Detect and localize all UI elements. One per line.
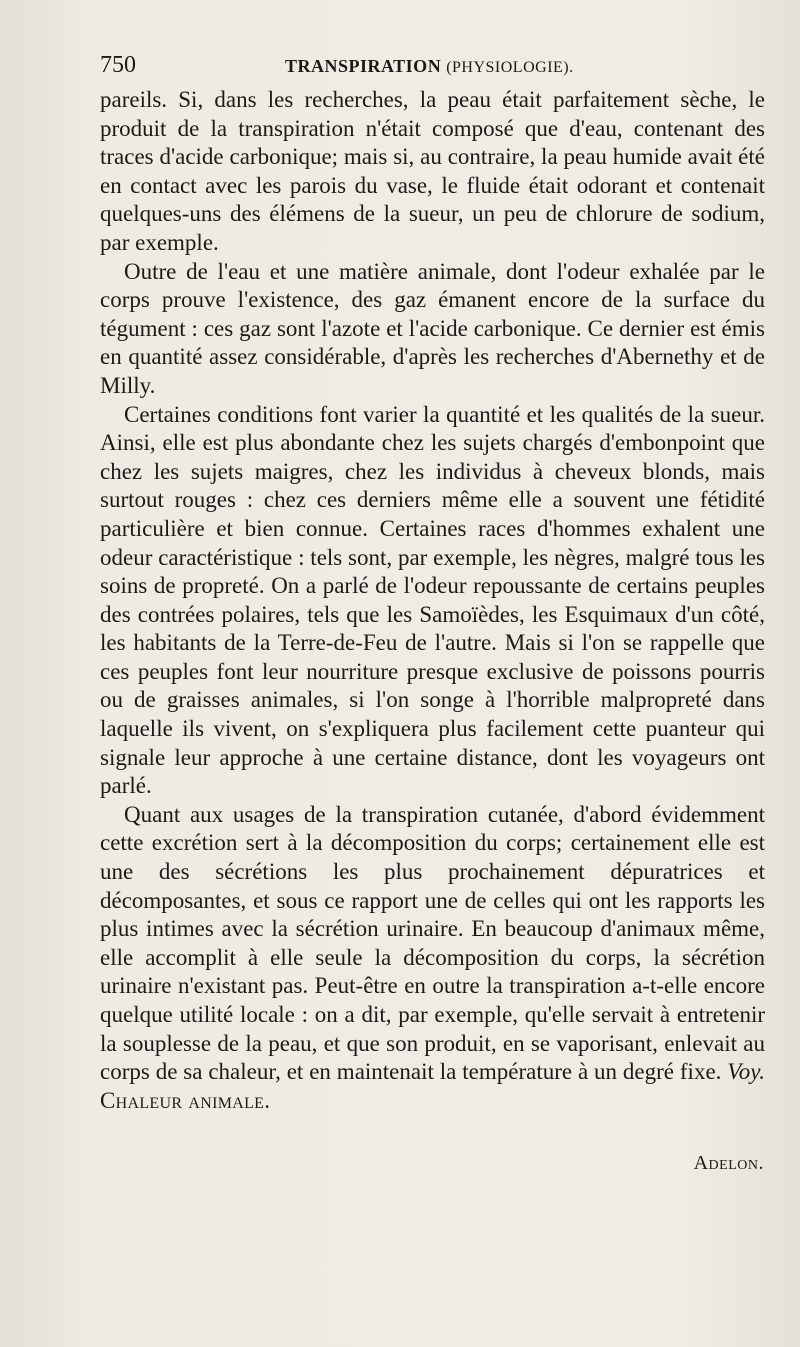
page-header <box>100 52 765 86</box>
paragraph-gases: Outre de l'eau et une matière animale, dont l'odeur exhalée par le corps prouve l'existence, des gaz émanent encore de la surface du tégument : ces gaz sont l'azote et l'acide carbonique. Ce dernier est émis en quantité assez considérable, d'après les recherches d'Abernethy et de Milly. <box>100 258 765 398</box>
paragraph-continued: pareils. Si, dans les recherches, la peau était parfaitement sèche, le produit de la transpiration n'était composé que d'eau, contenant des traces d'acide carbonique; mais si, au contraire, la peau humide avait été en contact avec les parois du vase, le fluide était odorant et contenait quelques-uns des élémens de la sueur, un peu de chlorure de sodium, par exemple. <box>100 87 765 255</box>
paragraph-usages-text: Quant aux usages de la transpiration cutanée, d'abord évidemment cette excrétion sert à la décomposition du corps; certainement elle est une des sécrétions les plus prochainement dépuratrices et décomposantes, et sous ce rapport une de celles qui ont les rapports les plus intimes avec la sécrétion urinaire. En beaucoup d'animaux même, elle accomplit à elle seule la décomposition du corps, la sécrétion urinaire n'existant pas. Peut-être en outre la transpiration a-t-elle encore quelque utilité locale : on a dit, par exemple, qu'elle servait à entretenir la souplesse de la peau, et que son produit, en se vaporisant, enlevait au corps de sa chaleur, et en maintenait la température à un degré fixe. <box>100 801 765 1085</box>
see-also-reference: Chaleur animale. <box>100 1087 271 1113</box>
paragraph-usages <box>100 801 765 1116</box>
page-number: 750 <box>100 52 136 78</box>
author-signature: Adelon. <box>693 1152 764 1174</box>
see-also-label: Voy. <box>727 1059 765 1085</box>
running-head <box>285 56 574 77</box>
running-head-title: TRANSPIRATION <box>285 56 442 76</box>
paragraph-conditions: Certaines conditions font varier la quantité et les qualités de la sueur. Ainsi, elle est plus abondante chez les sujets chargés d'embonpoint que chez les sujets maigres, chez les individus à cheveux blonds, mais surtout rouges : chez ces derniers même elle a souvent une fétidité particulière et bien connue. Certaines races d'hommes exhalent une odeur caractéristique : tels sont, par exemple, les nègres, malgré tous les soins de propreté. On a parlé de l'odeur repoussante de certains peuples des contrées polaires, tels que les Samoïèdes, les Esquimaux d'un côté, les habitants de la Terre-de-Feu de l'autre. Mais si l'on se rappelle que ces peuples font leur nourriture presque exclusive de poissons pourris ou de graisses animales, si l'on songe à l'horrible malpropreté dans laquelle ils vivent, on s'expliquera plus facilement cette puanteur qui signale leur approche à une certaine distance, dont les voyageurs ont parlé. <box>100 401 765 799</box>
body-text <box>100 86 765 1115</box>
running-head-subtitle: (PHYSIOLOGIE). <box>446 59 574 76</box>
